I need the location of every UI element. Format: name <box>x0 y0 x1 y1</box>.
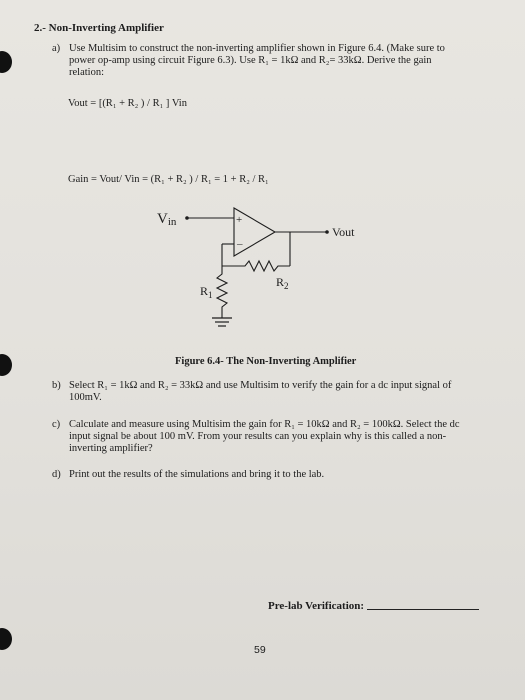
part-c-line-2: input signal be about 100 mV. From your results can you explain why is this called a non- <box>69 431 447 442</box>
resistor-r2 <box>222 261 290 271</box>
part-d-line-1: Print out the results of the simulations and bring it to the lab. <box>69 469 325 480</box>
vout-label: Vout <box>332 225 355 239</box>
part-c-label: c) <box>52 419 61 430</box>
part-c-line-1: Calculate and measure using Multisim the gain for R₁ = 10kΩ and R₂ = 100kΩ. Select the dc <box>69 419 460 430</box>
part-a-line-2: power op-amp using circuit Figure 6.3). Use R₁ = 1kΩ and R₂= 33kΩ. Derive the gain <box>69 55 432 66</box>
binder-hole <box>0 354 12 376</box>
figure-caption: Figure 6.4- The Non-Inverting Amplifier <box>175 356 357 367</box>
part-b <box>52 380 492 406</box>
minus-sign: – <box>237 238 243 250</box>
vout-formula: Vout = [(R₁ + R₂ ) / R₁ ] Vin <box>68 98 187 109</box>
binder-hole <box>0 628 12 650</box>
non-inverting-amplifier-circuit <box>150 198 390 338</box>
part-a-line-1: Use Multisim to construct the non-inverting amplifier shown in Figure 6.4. (Make sure to <box>69 43 445 54</box>
part-d-label: d) <box>52 469 61 480</box>
part-b-label: b) <box>52 380 61 391</box>
part-c <box>52 419 492 459</box>
r1-label: $R_1$ <box>200 284 213 300</box>
section-title: 2.- Non-Inverting Amplifier <box>34 22 164 34</box>
vout-terminal <box>325 230 329 234</box>
vin-label: Vin <box>157 211 177 228</box>
r2-label: $R_2$ <box>276 275 289 291</box>
prelab-verification-label: Pre-lab Verification: <box>268 600 365 612</box>
part-c-line-3: inverting amplifier? <box>69 443 153 454</box>
part-b-line-2: 100mV. <box>69 392 102 403</box>
part-a-line-3: relation: <box>69 67 104 78</box>
page-number: 59 <box>254 644 266 656</box>
prelab-signature-line <box>367 609 479 610</box>
part-d <box>52 469 492 483</box>
binder-hole <box>0 51 12 73</box>
gain-formula: Gain = Vout/ Vin = (R₁ + R₂ ) / R₁ = 1 + R₂ / R₁ <box>68 174 269 185</box>
plus-sign: + <box>236 214 243 226</box>
resistor-r1 <box>217 266 227 318</box>
part-a-label: a) <box>52 43 61 54</box>
part-b-line-1: Select R₁ = 1kΩ and R₂ = 33kΩ and use Multisim to verify the gain for a dc input signal of <box>69 380 452 391</box>
part-a <box>52 43 492 83</box>
